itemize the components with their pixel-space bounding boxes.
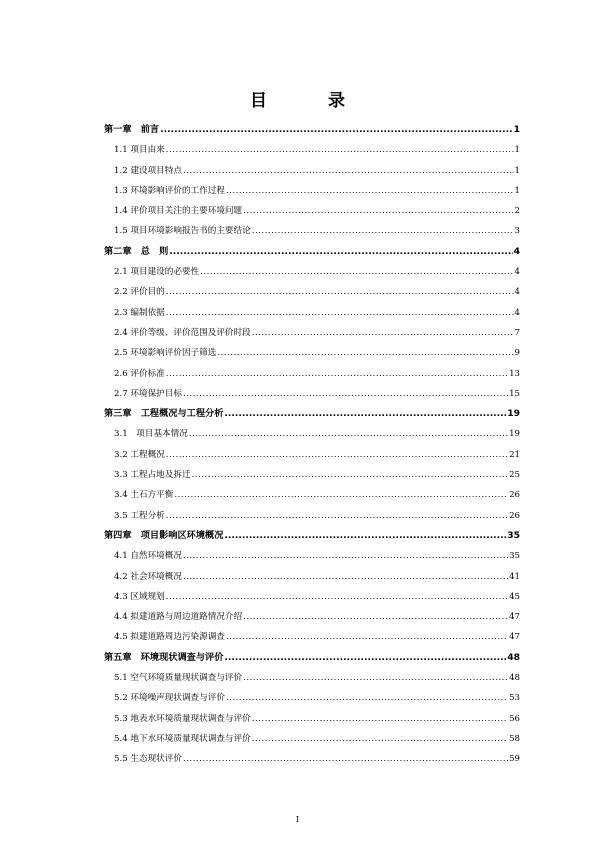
- toc-entry-label: 2.1 项目建设的必要性: [114, 267, 200, 278]
- toc-entry-page-number: 48: [509, 673, 520, 684]
- toc-entry-page-number: 1: [514, 165, 520, 176]
- toc-section-entry[interactable]: [104, 424, 520, 444]
- toc-dot-leader: [183, 749, 508, 769]
- toc-entry-label: 4.1 自然环境概况: [114, 551, 182, 562]
- toc-section-entry[interactable]: [104, 567, 520, 587]
- toc-entry-page-number: 56: [509, 713, 520, 724]
- toc-dot-leader: [243, 668, 508, 688]
- toc-title: 目 录: [250, 91, 367, 111]
- toc-entry-label: 1.2 建设项目特点: [114, 165, 182, 176]
- toc-dot-leader: [166, 282, 514, 302]
- toc-dot-leader: [243, 607, 508, 627]
- toc-section-entry[interactable]: [104, 323, 520, 343]
- toc-entry-label: 2.2 评价目的: [114, 287, 165, 298]
- toc-section-entry[interactable]: [104, 181, 520, 201]
- toc-dot-leader: [160, 120, 512, 140]
- toc-entry-page-number: 9: [514, 348, 520, 359]
- toc-entry-label: 4.4 拟建道路与周边道路情况介绍: [114, 612, 243, 623]
- toc-entry-page-number: 4: [514, 307, 520, 318]
- toc-entry-page-number: 4: [514, 267, 520, 278]
- toc-entry-page-number: 47: [509, 632, 520, 643]
- toc-dot-leader: [252, 221, 514, 241]
- toc-section-entry[interactable]: [104, 201, 520, 221]
- toc-dot-leader: [183, 546, 508, 566]
- toc-entry-label: 2.3 编制依据: [114, 307, 165, 318]
- toc-dot-leader: [166, 587, 508, 607]
- toc-dot-leader: [224, 648, 506, 668]
- toc-entry-label: 4.3 区域规划: [114, 591, 165, 602]
- toc-entry-label: 5.5 生态现状评价: [114, 754, 182, 765]
- toc-dot-leader: [169, 242, 512, 262]
- toc-entry-page-number: 13: [509, 368, 520, 379]
- toc-chapter-entry[interactable]: [104, 648, 520, 668]
- toc-dot-leader: [189, 424, 508, 444]
- toc-dot-leader: [166, 303, 514, 323]
- page-number-footer: I: [295, 815, 300, 824]
- toc-entry-label: 5.4 地下水环境质量现状调查与评价: [114, 733, 251, 744]
- toc-entry-page-number: 53: [509, 693, 520, 704]
- toc-entry-page-number: 19: [509, 429, 520, 440]
- toc-entry-page-number: 58: [509, 733, 520, 744]
- toc-section-entry[interactable]: [104, 546, 520, 566]
- toc-section-entry[interactable]: [104, 506, 520, 526]
- toc-section-entry[interactable]: [104, 343, 520, 363]
- toc-section-entry[interactable]: [104, 384, 520, 404]
- toc-entry-label: 第四章 项目影响区环境概况: [104, 529, 224, 541]
- toc-dot-leader: [200, 262, 513, 282]
- toc-chapter-entry[interactable]: [104, 242, 520, 262]
- toc-section-entry[interactable]: [104, 364, 520, 384]
- toc-entry-page-number: 35: [507, 529, 520, 541]
- toc-dot-leader: [224, 526, 506, 546]
- toc-dot-leader: [174, 485, 508, 505]
- toc-chapter-entry[interactable]: [104, 404, 520, 424]
- toc-entry-label: 3.5 工程分析: [114, 510, 165, 521]
- toc-entry-page-number: 15: [509, 388, 520, 399]
- toc-section-entry[interactable]: [104, 445, 520, 465]
- toc-entry-page-number: 45: [509, 591, 520, 602]
- toc-section-entry[interactable]: [104, 729, 520, 749]
- toc-section-entry[interactable]: [104, 303, 520, 323]
- toc-section-entry[interactable]: [104, 465, 520, 485]
- toc-dot-leader: [183, 384, 508, 404]
- toc-entry-label: 1.5 项目环境影响报告书的主要结论: [114, 226, 251, 237]
- toc-entry-label: 第二章 总 则: [104, 245, 169, 257]
- toc-entry-label: 2.4 评价等级、评价范围及评价时段: [114, 327, 251, 338]
- toc-section-entry[interactable]: [104, 282, 520, 302]
- toc-entry-label: 1.3 环境影响评价的工作过程: [114, 185, 225, 196]
- toc-entry-label: 3.3 工程占地及拆迁: [114, 470, 191, 481]
- toc-entry-page-number: 3: [514, 226, 520, 237]
- toc-dot-leader: [166, 364, 508, 384]
- toc-dot-leader: [183, 161, 514, 181]
- toc-section-entry[interactable]: [104, 485, 520, 505]
- toc-dot-leader: [252, 323, 514, 343]
- toc-entry-label: 2.6 评价标准: [114, 368, 165, 379]
- toc-dot-leader: [192, 465, 509, 485]
- toc-section-entry[interactable]: [104, 587, 520, 607]
- toc-entry-label: 5.3 地表水环境质量现状调查与评价: [114, 713, 251, 724]
- toc-dot-leader: [217, 343, 513, 363]
- toc-section-entry[interactable]: [104, 688, 520, 708]
- toc-entry-label: 1.1 项目由来: [114, 145, 165, 156]
- toc-entry-page-number: 48: [507, 651, 520, 663]
- toc-section-entry[interactable]: [104, 668, 520, 688]
- toc-entry-page-number: 59: [509, 754, 520, 765]
- toc-section-entry[interactable]: [104, 262, 520, 282]
- toc-entry-label: 2.7 环境保护目标: [114, 388, 182, 399]
- toc-entry-page-number: 47: [509, 612, 520, 623]
- toc-entry-label: 3.2 工程概况: [114, 449, 165, 460]
- toc-entry-page-number: 35: [509, 551, 520, 562]
- toc-entry-label: 第一章 前言: [104, 124, 160, 135]
- toc-entry-page-number: 1: [513, 124, 520, 135]
- toc-entry-page-number: 26: [509, 510, 520, 521]
- toc-entry-page-number: 26: [509, 490, 520, 501]
- toc-entry-page-number: 1: [514, 185, 520, 196]
- toc-dot-leader: [226, 688, 508, 708]
- toc-dot-leader: [252, 729, 508, 749]
- toc-dot-leader: [243, 201, 513, 221]
- toc-dot-leader: [226, 181, 514, 201]
- toc-entry-label: 第三章 工程概况与工程分析: [104, 408, 224, 420]
- toc-dot-leader: [183, 567, 508, 587]
- toc-chapter-entry[interactable]: [104, 120, 520, 140]
- toc-entry-page-number: 2: [514, 206, 520, 217]
- toc-entry-page-number: 1: [514, 145, 520, 156]
- toc-entry-label: 1.4 评价项目关注的主要环境问题: [114, 206, 243, 217]
- toc-dot-leader: [224, 404, 506, 424]
- toc-entry-label: 3.4 土石方平衡: [114, 490, 174, 501]
- toc-dot-leader: [166, 140, 514, 160]
- toc-section-entry[interactable]: [104, 709, 520, 729]
- table-of-contents: [104, 120, 520, 770]
- toc-section-entry[interactable]: [104, 607, 520, 627]
- toc-dot-leader: [252, 709, 508, 729]
- toc-entry-page-number: 4: [514, 287, 520, 298]
- toc-section-entry[interactable]: [104, 161, 520, 181]
- toc-entry-page-number: 4: [513, 245, 520, 257]
- toc-dot-leader: [166, 445, 508, 465]
- toc-entry-page-number: 7: [514, 327, 520, 338]
- toc-dot-leader: [226, 627, 508, 647]
- toc-entry-label: 5.2 环境噪声现状调查与评价: [114, 693, 225, 704]
- toc-chapter-entry[interactable]: [104, 526, 520, 546]
- toc-entry-label: 4.2 社会环境概况: [114, 571, 182, 582]
- toc-dot-leader: [166, 506, 508, 526]
- toc-entry-label: 3.1 项目基本情况: [114, 429, 188, 440]
- toc-section-entry[interactable]: [104, 140, 520, 160]
- toc-entry-page-number: 19: [507, 408, 520, 420]
- toc-entry-label: 2.5 环境影响评价因子筛选: [114, 348, 217, 359]
- toc-entry-page-number: 41: [509, 571, 520, 582]
- toc-section-entry[interactable]: [104, 749, 520, 769]
- toc-entry-label: 5.1 空气环境质量现状调查与评价: [114, 673, 243, 684]
- toc-entry-label: 第五章 环境现状调查与评价: [104, 651, 224, 663]
- toc-section-entry[interactable]: [104, 221, 520, 241]
- toc-section-entry[interactable]: [104, 627, 520, 647]
- toc-entry-page-number: 21: [509, 449, 520, 460]
- toc-entry-label: 4.5 拟建道路周边污染源调查: [114, 632, 225, 643]
- toc-entry-page-number: 25: [509, 470, 520, 481]
